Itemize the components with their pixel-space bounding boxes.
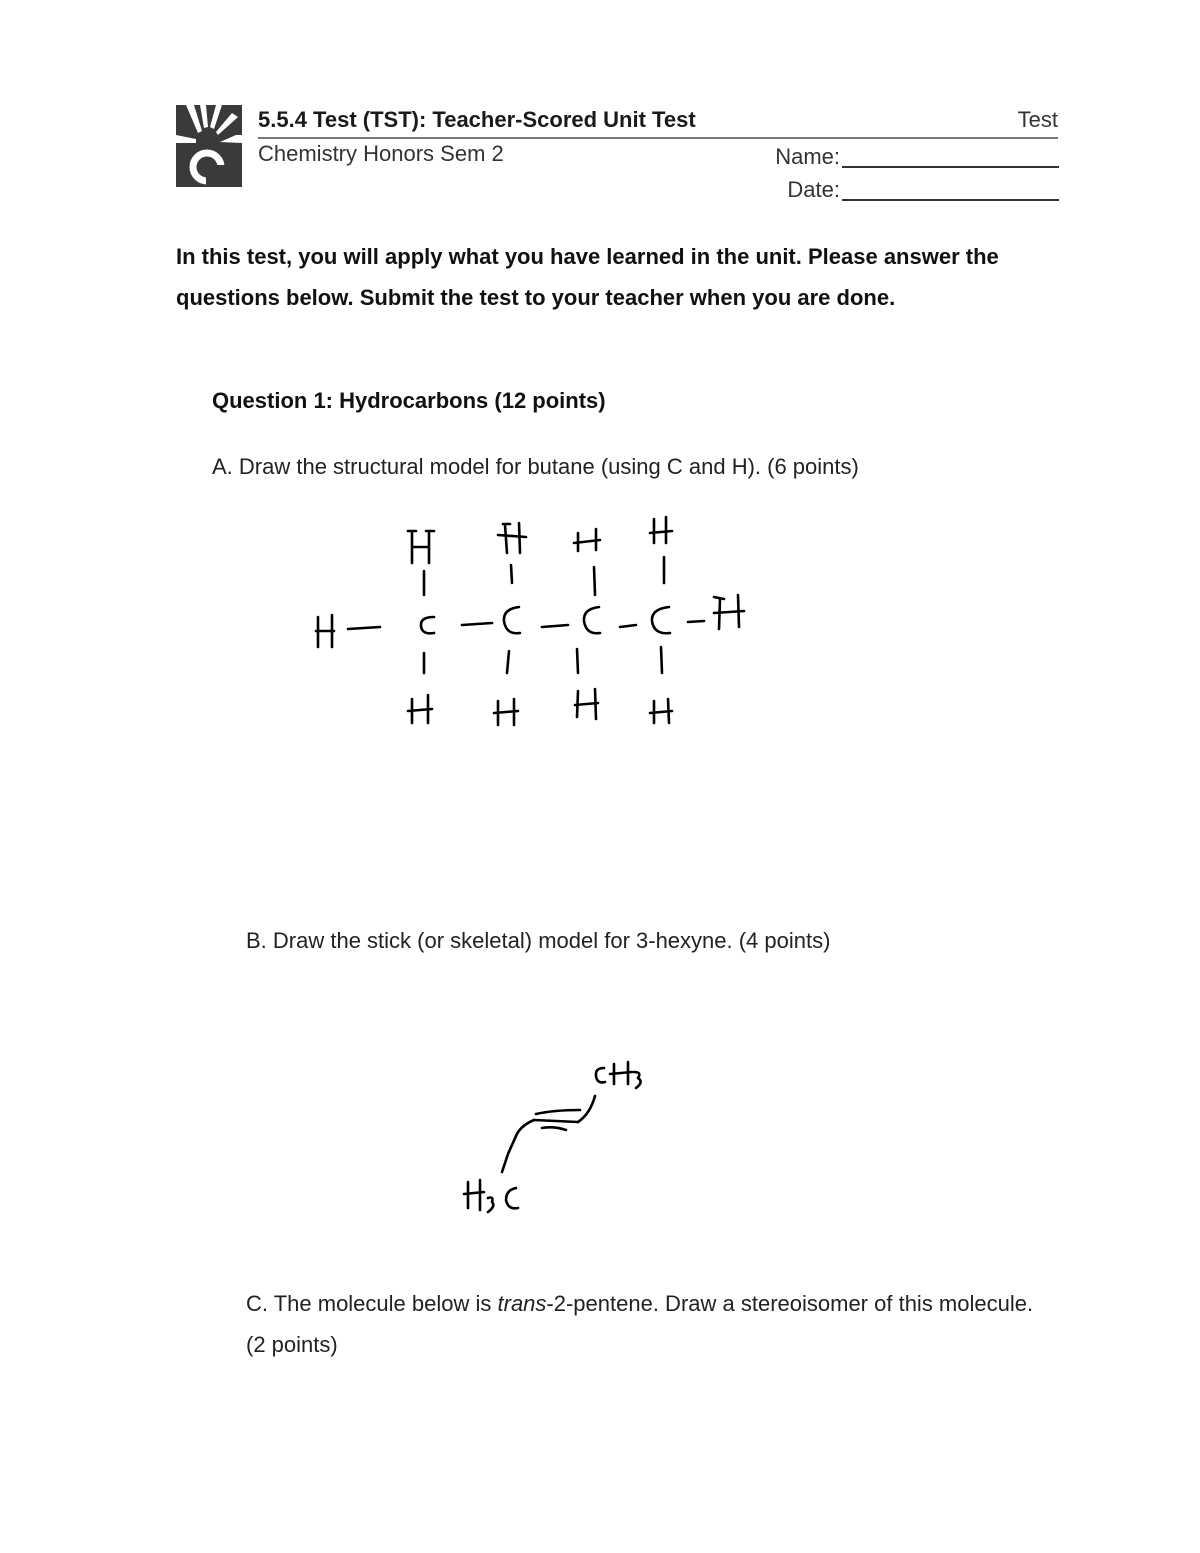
bottom-h-1 <box>408 695 432 723</box>
butane-structural-drawing <box>300 505 760 735</box>
date-label: Date: <box>787 177 840 202</box>
name-line[interactable] <box>842 166 1059 168</box>
name-field[interactable] <box>760 144 1059 170</box>
carbon-3 <box>584 607 600 633</box>
date-line[interactable] <box>842 199 1059 201</box>
course-name: Chemistry Honors Sem 2 <box>258 141 504 166</box>
ch3-top-label <box>596 1062 641 1088</box>
document-type-label: Test <box>1017 107 1058 132</box>
bottom-h-3 <box>575 689 598 719</box>
header-divider <box>258 137 1058 139</box>
publisher-logo-icon <box>176 105 242 187</box>
carbon-2 <box>504 607 520 633</box>
test-instructions: In this test, you will apply what you have learned in the unit. Please answer the questions below. Submit the test to your teacher when you are done. <box>176 244 999 310</box>
date-field[interactable] <box>760 177 1059 203</box>
question-1c-prompt <box>246 1283 1046 1365</box>
test-title: 5.5.4 Test (TST): Teacher-Scored Unit Test <box>258 107 696 132</box>
question-1c-prefix: C. The molecule below is <box>246 1291 498 1316</box>
left-h <box>316 615 334 647</box>
name-label: Name: <box>775 144 840 169</box>
question-1c-suffix: -2-pentene. Draw a stereoisomer of this molecule. (2 points) <box>246 1291 1034 1357</box>
question-1-heading: Question 1: Hydrocarbons (12 points) <box>212 388 606 413</box>
carbon-1 <box>421 617 434 633</box>
bottom-h-2 <box>494 699 518 725</box>
right-h <box>714 595 744 629</box>
top-h-4 <box>650 517 672 543</box>
hexyne-skeletal-drawing <box>450 1050 670 1225</box>
top-h-3 <box>574 529 600 551</box>
carbon-4 <box>652 607 670 633</box>
question-1a-prompt: A. Draw the structural model for butane (using C and H). (6 points) <box>212 454 859 479</box>
top-h-2 <box>498 523 526 553</box>
h3c-bottom-label <box>464 1180 518 1212</box>
question-1c-italic: trans <box>497 1291 547 1316</box>
bottom-h-4 <box>650 699 672 723</box>
question-1b-prompt: B. Draw the stick (or skeletal) model for 3-hexyne. (4 points) <box>246 928 831 953</box>
top-h-1 <box>408 531 434 563</box>
